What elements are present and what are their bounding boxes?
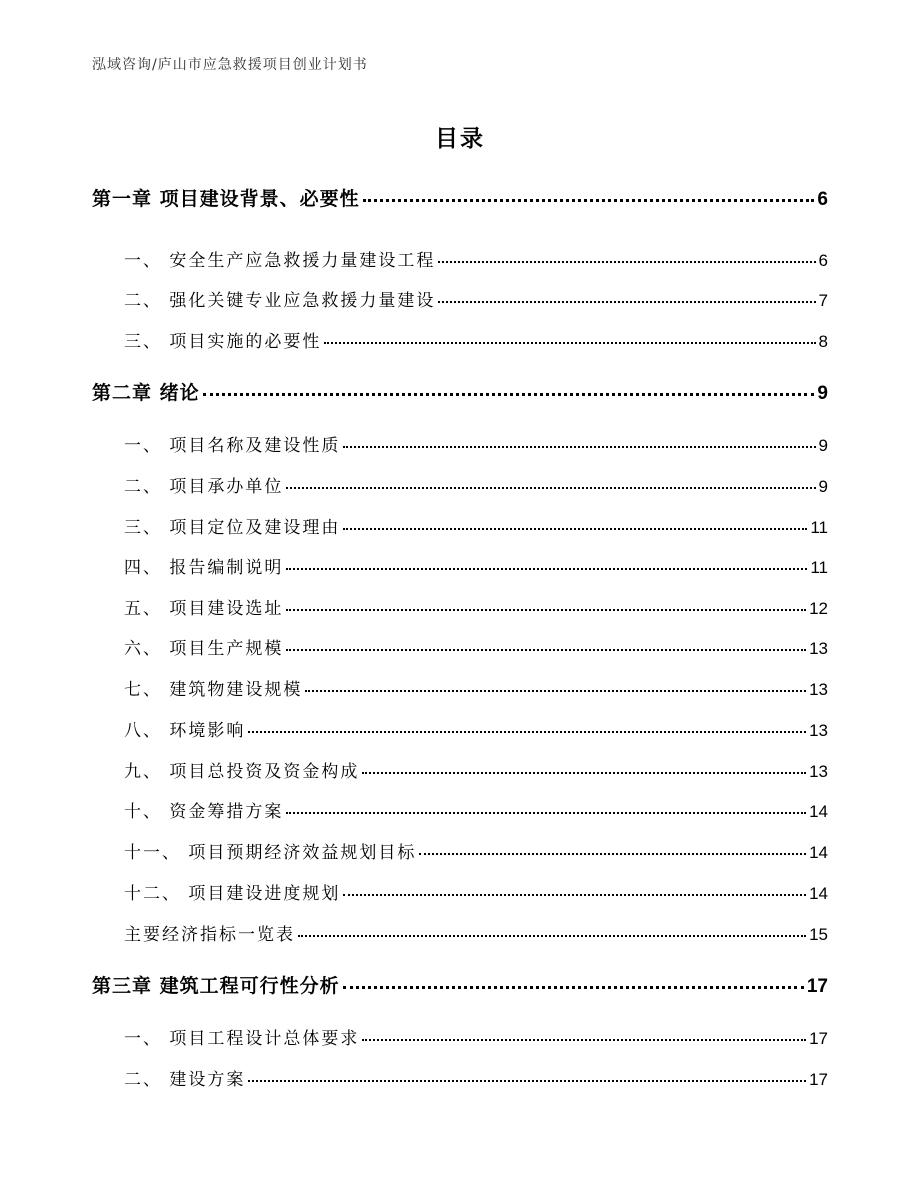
toc-entry-section[interactable]: [124, 286, 828, 311]
toc-entry-page: 17: [806, 976, 828, 997]
dot-leader: [438, 301, 815, 303]
toc-entry-page: 13: [809, 680, 828, 699]
toc-entry-page: 14: [809, 843, 828, 862]
toc-entry-page: 13: [809, 762, 828, 781]
toc-entry-chapter-1[interactable]: [92, 184, 828, 211]
toc-entry-page: 14: [809, 884, 828, 903]
toc-entry-label: 第二章 绪论: [92, 382, 200, 404]
toc-entry-section[interactable]: [124, 553, 828, 578]
toc-entry-section[interactable]: [124, 716, 828, 741]
toc-entry-label: 九、 项目总投资及资金构成: [124, 762, 360, 782]
toc-entry-page: 12: [809, 599, 828, 618]
dot-leader: [438, 261, 815, 263]
dot-leader: [343, 528, 807, 530]
toc-entry-label: 二、 项目承办单位: [124, 477, 284, 497]
toc-entry-label: 一、 安全生产应急救援力量建设工程: [124, 251, 436, 271]
toc-entry-label: 第一章 项目建设背景、必要性: [92, 188, 360, 210]
toc-entry-page: 9: [818, 477, 828, 496]
toc-entry-section[interactable]: [124, 1024, 828, 1049]
toc-entry-label: 四、 报告编制说明: [124, 558, 284, 578]
toc-entry-section[interactable]: [124, 634, 828, 659]
toc-entry-table[interactable]: [124, 920, 828, 945]
toc-entry-label: 七、 建筑物建设规模: [124, 680, 303, 700]
toc-entry-label: 三、 项目实施的必要性: [124, 332, 322, 352]
toc-entry-label: 主要经济指标一览表: [124, 925, 295, 945]
toc-title: 目录: [435, 126, 485, 152]
dot-leader: [419, 853, 806, 855]
toc-entry-chapter-2[interactable]: [92, 378, 828, 405]
toc-entry-section[interactable]: [124, 472, 828, 497]
dot-leader: [286, 487, 815, 489]
running-header: 泓域咨询/庐山市应急救援项目创业计划书: [92, 57, 368, 73]
dot-leader: [286, 609, 806, 611]
toc-entry-page: 17: [809, 1070, 828, 1089]
toc-entry-section[interactable]: [124, 431, 828, 456]
toc-entry-section[interactable]: [124, 757, 828, 782]
toc-entry-section[interactable]: [124, 879, 828, 904]
toc-entry-section[interactable]: [124, 675, 828, 700]
dot-leader: [363, 199, 815, 202]
toc-entry-label: 五、 项目建设选址: [124, 599, 284, 619]
toc-entry-chapter-3[interactable]: [92, 971, 828, 998]
dot-leader: [248, 731, 806, 733]
dot-leader: [343, 446, 815, 448]
toc-entry-section[interactable]: [124, 594, 828, 619]
toc-entry-label: 一、 项目名称及建设性质: [124, 436, 341, 456]
toc-entry-page: 11: [810, 518, 828, 537]
dot-leader: [286, 649, 806, 651]
toc-entry-label: 八、 环境影响: [124, 721, 246, 741]
toc-entry-page: 9: [817, 383, 828, 404]
toc-entry-label: 一、 项目工程设计总体要求: [124, 1029, 360, 1049]
toc-entry-page: 13: [809, 721, 828, 740]
toc-entry-page: 11: [810, 558, 828, 577]
dot-leader: [324, 342, 815, 344]
toc-entry-page: 15: [809, 925, 828, 944]
toc-entry-label: 六、 项目生产规模: [124, 639, 284, 659]
toc-entry-section[interactable]: [124, 797, 828, 822]
toc-entry-page: 14: [809, 802, 828, 821]
toc-entry-label: 三、 项目定位及建设理由: [124, 518, 341, 538]
toc-entry-page: 7: [818, 291, 828, 310]
toc-entry-section[interactable]: [124, 1065, 828, 1090]
dot-leader: [248, 1080, 806, 1082]
toc-entry-section[interactable]: [124, 838, 828, 863]
dot-leader: [343, 986, 804, 989]
toc-entry-section[interactable]: [124, 513, 828, 538]
toc-entry-page: 13: [809, 639, 828, 658]
toc-entry-label: 十、 资金筹措方案: [124, 802, 284, 822]
toc-entry-section[interactable]: [124, 327, 828, 352]
toc-entry-label: 二、 强化关键专业应急救援力量建设: [124, 291, 436, 311]
toc-entry-page: 6: [817, 189, 828, 210]
toc-entry-label: 第三章 建筑工程可行性分析: [92, 975, 340, 997]
toc-entry-label: 二、 建设方案: [124, 1070, 246, 1090]
dot-leader: [362, 1039, 806, 1041]
dot-leader: [286, 812, 806, 814]
dot-leader: [298, 935, 806, 937]
dot-leader: [203, 393, 815, 396]
toc-entry-page: 8: [818, 332, 828, 351]
toc-entry-page: 6: [818, 251, 828, 270]
dot-leader: [286, 568, 807, 570]
toc-entry-page: 17: [809, 1029, 828, 1048]
dot-leader: [362, 772, 806, 774]
dot-leader: [343, 894, 806, 896]
toc-entry-section[interactable]: [124, 246, 828, 271]
toc-entry-label: 十一、 项目预期经济效益规划目标: [124, 843, 417, 863]
dot-leader: [305, 690, 806, 692]
toc-entry-label: 十二、 项目建设进度规划: [124, 884, 341, 904]
toc-entry-page: 9: [818, 436, 828, 455]
